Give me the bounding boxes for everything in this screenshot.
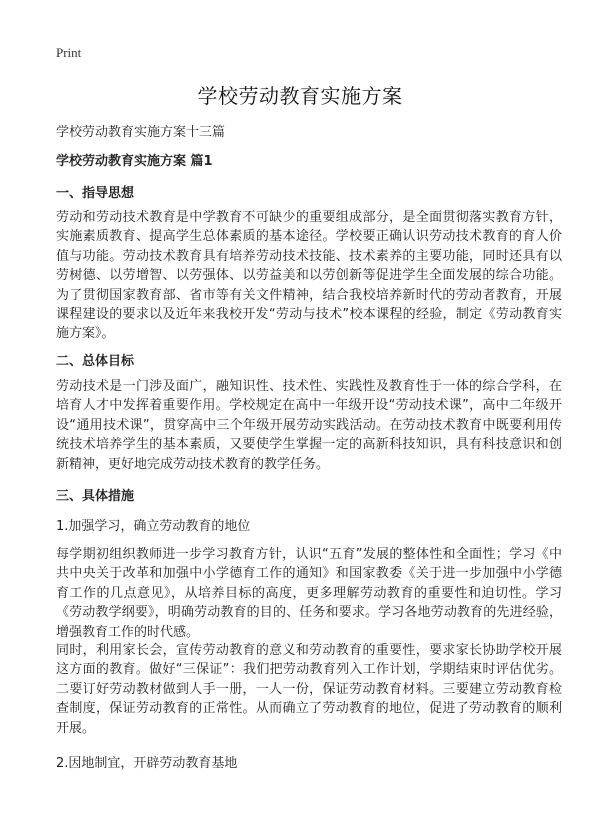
paragraph-guiding-ideology: 劳动和劳动技术教育是中学教育不可缺少的重要组成部分，是全面贯彻落实教育方针，实施素质教育、提高学生总体素质的基本途径。学校要正确认识劳动技术教育的育人价值与功能。劳动技术教育具有培养劳动技术技能、技术素养的主要功能，同时还具有以劳树德、以劳增智、以劳强体、以劳益美和以劳创新等促进学生全面发展的综合功能。为了贯彻国家教育部、省市等有关文件精神，结合我校培养新时代的劳动者教育，开展课程建设的要求以及近年来我校开发“劳动与技术”校本课程的经验，制定《劳动教育实施方案》。 <box>56 210 562 342</box>
print-link[interactable]: Print <box>56 45 82 60</box>
subsection-heading-strengthen-learning: 1.加强学习，确立劳动教育的地位 <box>56 519 251 534</box>
paragraph-overall-goal: 劳动技术是一门涉及面广，融知识性、技术性、实践性及教育性于一体的综合学科，在培育人才中发挥着重要作用。学校规定在高中一年级开设“劳动技术课”，高中二年级开设“通用技术课”，贯穿高中三个年级开展劳动实践活动。在劳动技术教育中既要利用传统技术培养学生的基本素质，又要使学生掌握一定的高新科技知识，具有科技意识和创新精神，更好地完成劳动技术教育的教学任务。 <box>56 379 562 472</box>
document-title: 学校劳动教育实施方案 <box>197 84 403 108</box>
paragraph-strengthen-learning-2: 同时，利用家长会，宣传劳动教育的意义和劳动教育的重要性，要求家长协助学校开展这方面的教育。做好“三保证”：我们把劳动教育列入工作计划，学期结束时评估优劣。二要订好劳动教材做到人手一册，一人一份，保证劳动教育材料。三要建立劳动教育检查制度，保证劳动教育的正常性。从而确立了劳动教育的地位，促进了劳动教育的顺利开展。 <box>56 643 562 736</box>
article-heading: 学校劳动教育实施方案 篇1 <box>56 154 213 169</box>
subsection-heading-labor-base: 2.因地制宜，开辟劳动教育基地 <box>56 756 238 771</box>
section-heading-specific-measures: 三、具体措施 <box>56 489 135 504</box>
section-heading-guiding-ideology: 一、指导思想 <box>56 186 135 201</box>
document-subtitle: 学校劳动教育实施方案十三篇 <box>56 125 226 140</box>
paragraph-strengthen-learning-1: 每学期初组织教师进一步学习教育方针，认识“五育”发展的整体性和全面性；学习《中共中央关于改革和加强中小学德育工作的通知》和国家教委《关于进一步加强中小学德育工作的几点意见》，从培养目标的高度，更多理解劳动教育的重要性和迫切性。学习《劳动教学纲要》，明确劳动教育的目的、任务和要求。学习各地劳动教育的先进经验，增强教育工作的时代感。 <box>56 547 562 640</box>
section-heading-overall-goal: 二、总体目标 <box>56 354 135 369</box>
